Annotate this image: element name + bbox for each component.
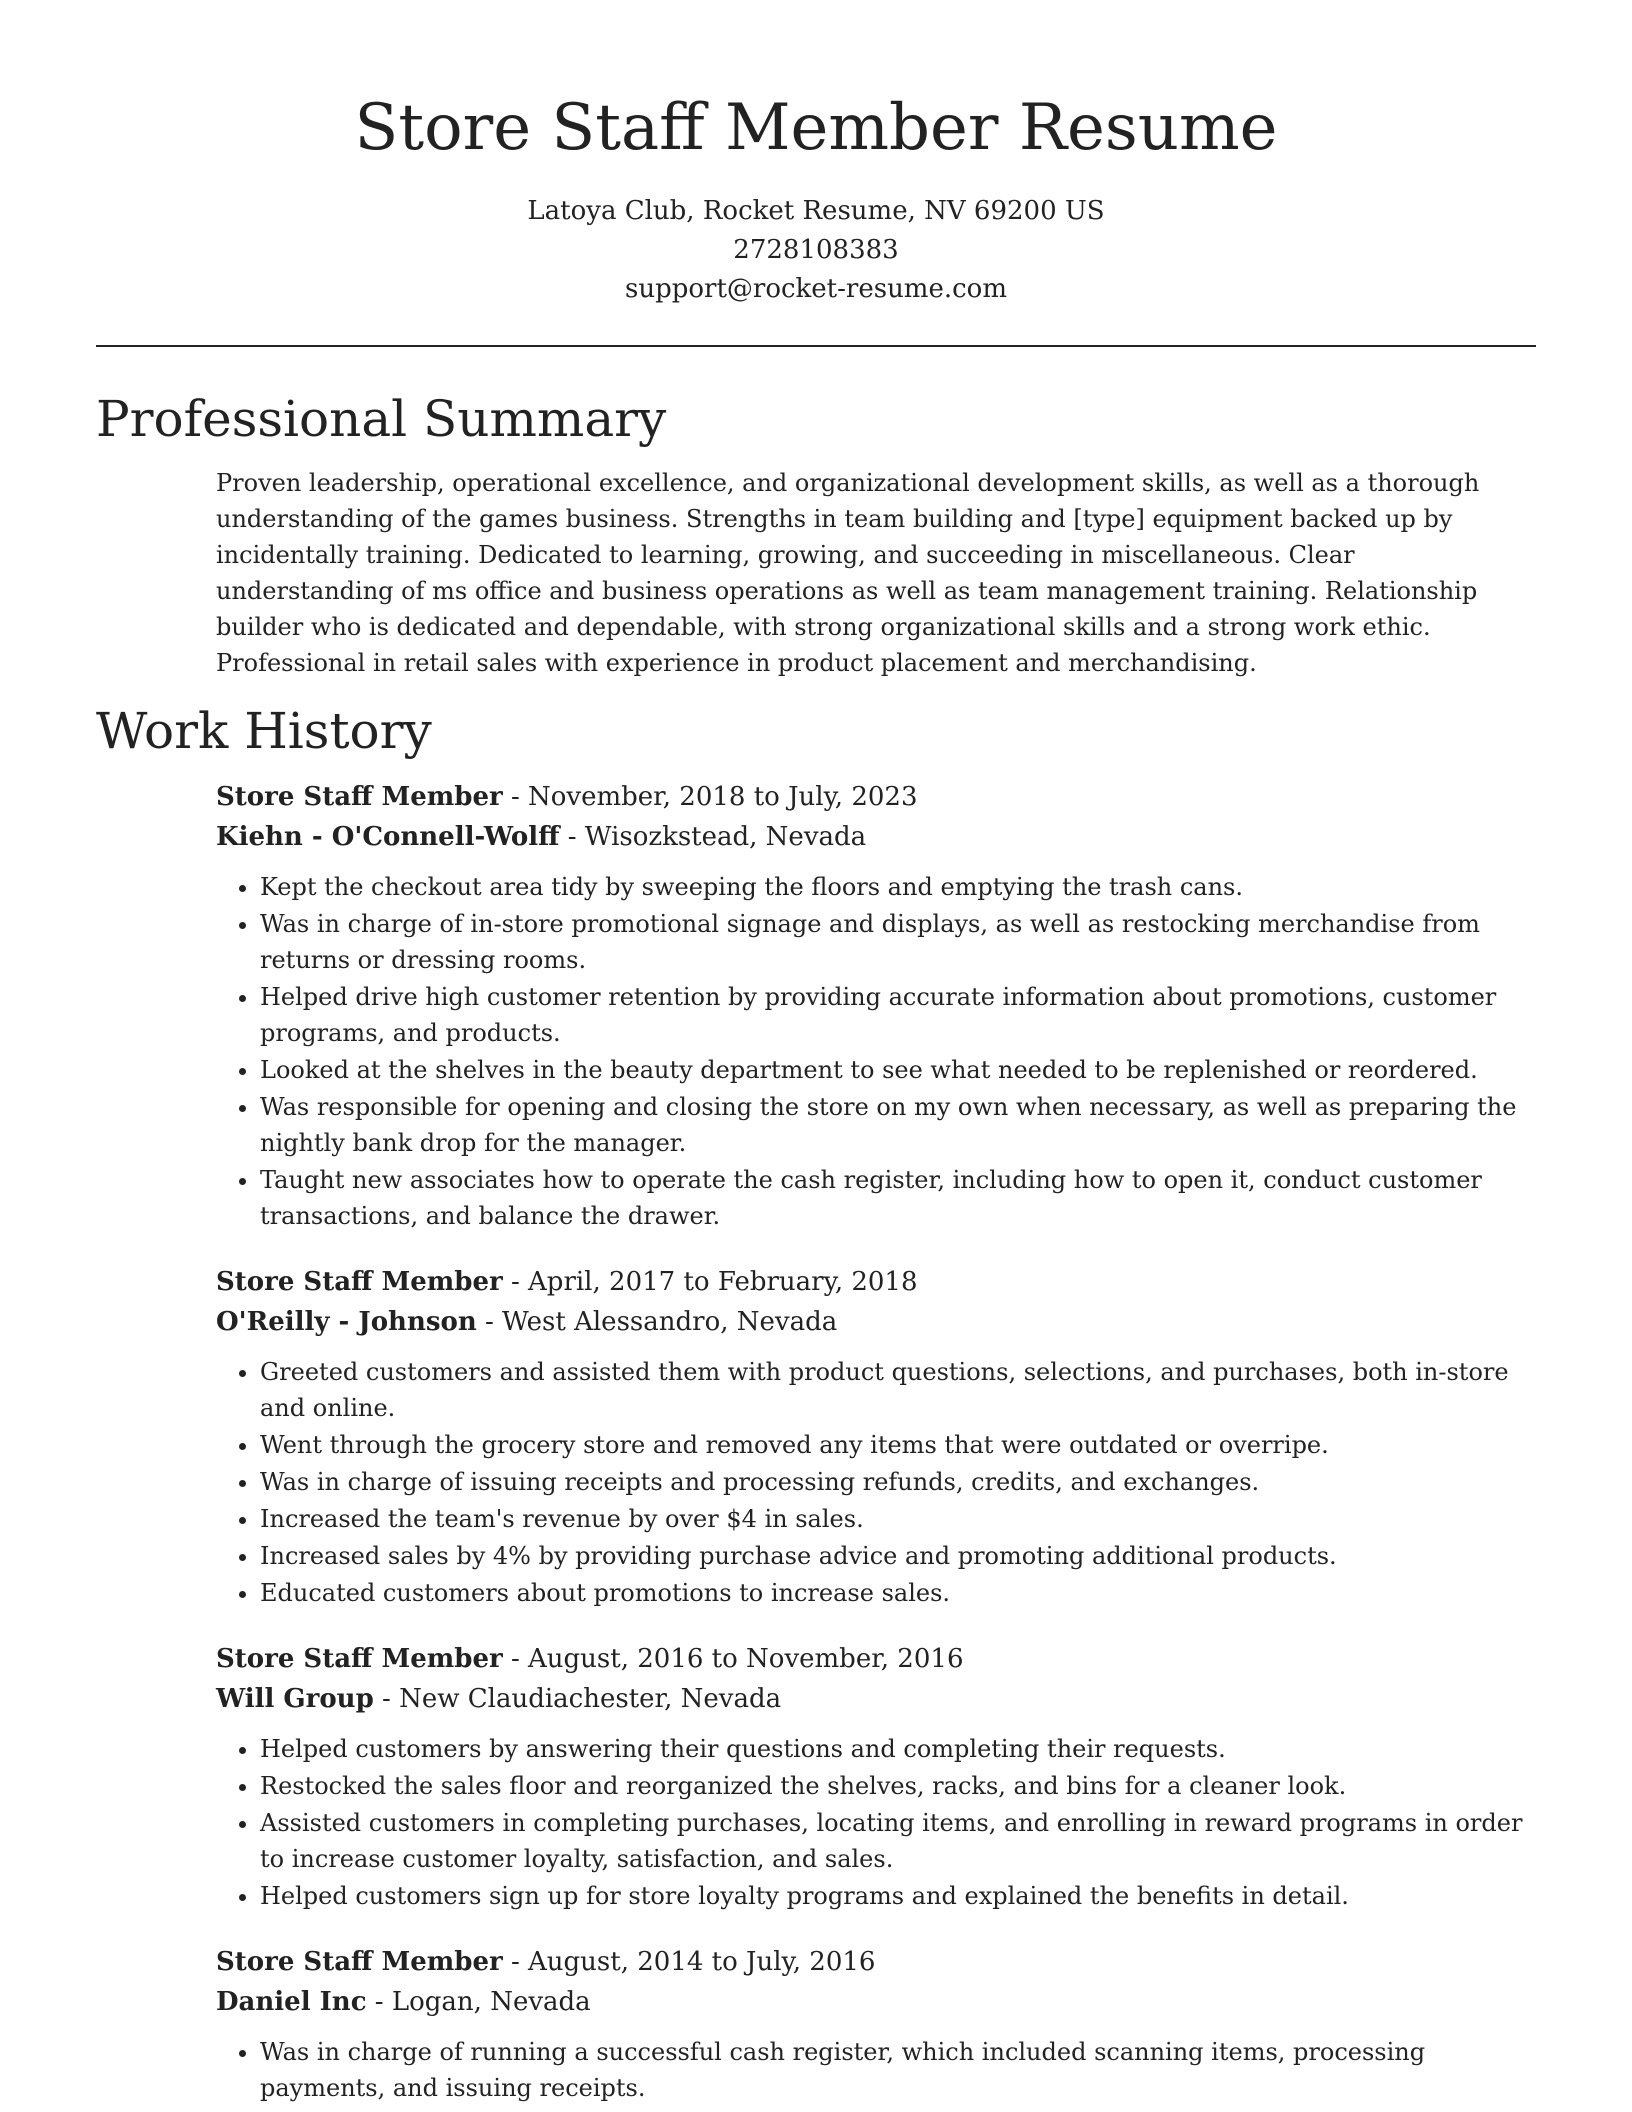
job-role: Store Staff Member <box>216 782 503 812</box>
job-company: Daniel Inc <box>216 1987 367 2017</box>
duty-item: • Was responsible for opening and closing the store on my own when necessary, as well as preparing the nightly bank drop for the manager. <box>260 1089 1536 1161</box>
job-entry <box>216 1262 1536 1611</box>
job-role: Store Staff Member <box>216 1644 503 1674</box>
job-duties-list <box>216 869 1536 1234</box>
job-company: Will Group <box>216 1684 374 1714</box>
duty-item: • Increased sales by 4% by providing purchase advice and promoting additional products. <box>260 1538 1536 1574</box>
job-company-line <box>216 1982 1536 2022</box>
job-company-line <box>216 1679 1536 1719</box>
duty-item: • Was in charge of issuing receipts and processing refunds, credits, and exchanges. <box>260 1464 1536 1500</box>
job-location: - West Alessandro, Nevada <box>476 1307 838 1337</box>
job-dates: - August, 2016 to November, 2016 <box>502 1644 964 1674</box>
job-company: Kiehn - O'Connell-Wolff <box>216 822 560 852</box>
job-role: Store Staff Member <box>216 1267 503 1297</box>
duty-item: • Went through the grocery store and removed any items that were outdated or overripe. <box>260 1427 1536 1463</box>
duty-item: • Was in charge of running a successful cash register, which included scanning items, processing payments, and issuing receipts. <box>260 2034 1536 2106</box>
job-company-line <box>216 1302 1536 1342</box>
summary-text: Proven leadership, operational excellence, and organizational development skills, as well as a thorough understanding of the games business. Strengths in team building and [type] equipment backed up by incidentally training. Dedicated to learning, growing, and succeeding in miscellaneous. Clear understanding of ms office and business operations as well as team management training. Relationship builder who is dedicated and dependable, with strong organizational skills and a strong work ethic. Professional in retail sales with experience in product placement and merchandising. <box>216 469 1480 677</box>
summary-heading: Professional Summary <box>96 390 667 448</box>
job-location: - New Claudiachester, Nevada <box>373 1684 782 1714</box>
contact-address: Latoya Club, Rocket Resume, NV 69200 US <box>527 196 1105 226</box>
duty-item: • Educated customers about promotions to increase sales. <box>260 1575 1536 1611</box>
job-duties-list <box>216 2034 1536 2106</box>
duty-item: • Helped customers sign up for store loyalty programs and explained the benefits in detail. <box>260 1878 1536 1914</box>
summary-section <box>96 387 1536 681</box>
duty-item: • Assisted customers in completing purchases, locating items, and enrolling in reward programs in order to increase customer loyalty, satisfaction, and sales. <box>260 1805 1536 1877</box>
job-company-line <box>216 817 1536 857</box>
duty-item: • Increased the team's revenue by over $4 in sales. <box>260 1501 1536 1537</box>
duty-item: • Taught new associates how to operate the cash register, including how to open it, conduct customer transactions, and balance the drawer. <box>260 1162 1536 1234</box>
contact-phone: 2728108383 <box>733 235 899 265</box>
job-role: Store Staff Member <box>216 1947 503 1977</box>
job-dates: - August, 2014 to July, 2016 <box>502 1947 876 1977</box>
job-duties-list <box>216 1354 1536 1611</box>
job-title-line <box>216 777 1536 817</box>
job-title-line <box>216 1639 1536 1679</box>
job-entry <box>216 1639 1536 1914</box>
job-entry <box>216 1942 1536 2106</box>
duty-item: • Restocked the sales floor and reorganized the shelves, racks, and bins for a cleaner look. <box>260 1768 1536 1804</box>
duty-item: • Greeted customers and assisted them with product questions, selections, and purchases, both in-store and online. <box>260 1354 1536 1426</box>
duty-item: • Was in charge of in-store promotional signage and displays, as well as restocking merchandise from returns or dressing rooms. <box>260 906 1536 978</box>
job-dates: - April, 2017 to February, 2018 <box>502 1267 918 1297</box>
resume-title: Store Staff Member Resume <box>354 91 1278 165</box>
duty-item: • Helped drive high customer retention by providing accurate information about promotions, customer programs, and products. <box>260 979 1536 1051</box>
job-title-line <box>216 1262 1536 1302</box>
job-title-line <box>216 1942 1536 1982</box>
work-history-heading: Work History <box>96 702 432 760</box>
job-location: - Logan, Nevada <box>366 1987 591 2017</box>
job-location: - Wisozkstead, Nevada <box>559 822 867 852</box>
header-divider <box>96 345 1536 347</box>
job-duties-list <box>216 1731 1536 1914</box>
job-company: O'Reilly - Johnson <box>216 1307 477 1337</box>
job-dates: - November, 2018 to July, 2023 <box>502 782 918 812</box>
job-entry <box>216 777 1536 1234</box>
work-history-section <box>96 699 1536 2106</box>
duty-item: • Kept the checkout area tidy by sweeping the floors and emptying the trash cans. <box>260 869 1536 905</box>
duty-item: • Helped customers by answering their questions and completing their requests. <box>260 1731 1536 1767</box>
contact-block <box>96 192 1536 309</box>
duty-item: • Looked at the shelves in the beauty department to see what needed to be replenished or reordered. <box>260 1052 1536 1088</box>
contact-email: support@rocket-resume.com <box>624 274 1007 304</box>
resume-header <box>96 0 1536 309</box>
